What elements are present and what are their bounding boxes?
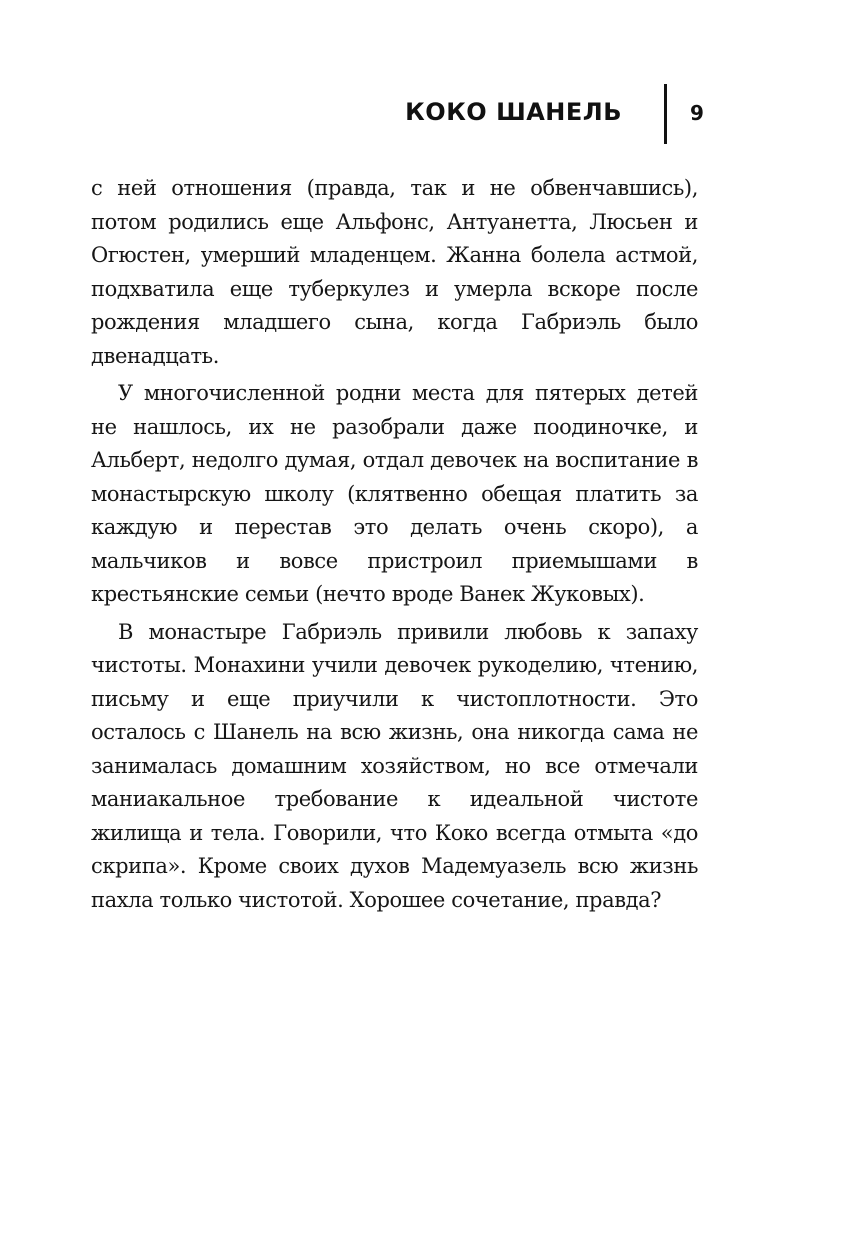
body-text bbox=[91, 172, 698, 921]
paragraph-2: У многочисленной родни места для пятерых детей не нашлось, их не разобрали даже поодиночке, и Альберт, недолго думая, отдал девочек на воспитание в монастырскую школу (клятвенно обещая платить за каждую и перестав это делать очень скоро), а мальчиков и вовсе пристроил приемышами в крестьянские семьи (нечто вроде Ванек Жуковых). bbox=[91, 381, 698, 606]
page-number: 9 bbox=[690, 101, 704, 125]
paragraph-1: с ней отношения (правда, так и не обвенчавшись), потом родились еще Альфонс, Антуанетта, Люсьен и Огюстен, умерший младенцем. Жанна болела астмой, подхватила еще туберкулез и умерла вскоре после рождения младшего сына, когда Габриэль было двенадцать. bbox=[91, 176, 698, 368]
paragraph-3: В монастыре Габриэль привили любовь к запаху чистоты. Монахини учили девочек рукоделию, чтению, письму и еще приучили к чистоплотности. Это осталось с Шанель на всю жизнь, она никогда сама не занималась домашним хозяйством, но все отмечали маниакальное требование к идеальной чистоте жилища и тела. Говорили, что Коко всегда отмыта «до скрипа». Кроме своих духов Мадемуазель всю жизнь пахла только чистотой. Хорошее сочетание, правда? bbox=[91, 619, 698, 912]
chapter-title: КОКО ШАНЕЛЬ bbox=[405, 98, 622, 126]
running-header bbox=[0, 84, 844, 144]
header-divider bbox=[664, 84, 667, 144]
